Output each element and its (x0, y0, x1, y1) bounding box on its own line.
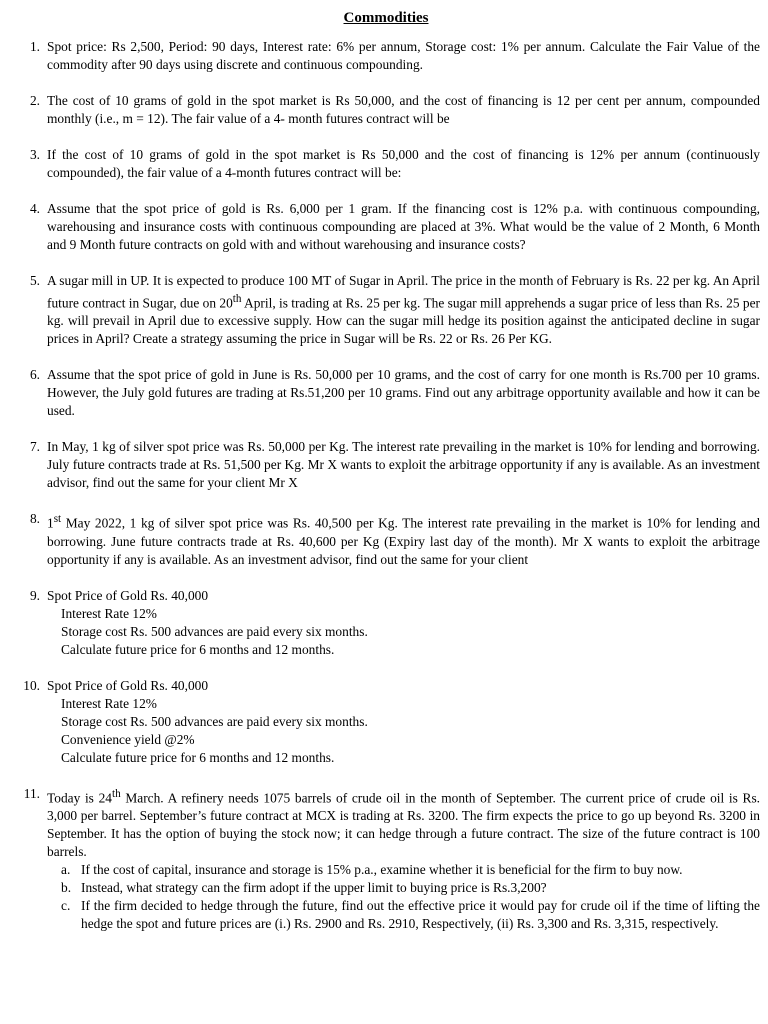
question-text (47, 272, 760, 348)
question-text: Spot price: Rs 2,500, Period: 90 days, Interest rate: 6% per annum, Storage cost: 1% per annum. Calculate the Fair Value of the commodity after 90 days using discrete and continuous compounding. (47, 39, 760, 72)
question-7 (12, 438, 760, 492)
question-text: The cost of 10 grams of gold in the spot market is Rs 50,000, and the cost of financing is 12 per cent per annum, compounded monthly (i.e., m = 12). The fair value of a 4- month futures contract will be (47, 93, 760, 126)
question-4 (12, 200, 760, 254)
question-line: Spot Price of Gold Rs. 40,000 (47, 677, 209, 693)
sub-question-text: If the firm decided to hedge through the future, find out the effective price it would pay for crude oil if the time of lifting the hedge the spot and future prices are (i.) Rs. 2900 and Rs. 2910, Respectively, (ii) Rs. 3,300 and Rs. 3,315, respectively. (81, 898, 760, 932)
question-2 (12, 92, 760, 128)
question-line: Calculate future price for 6 months and 12 months. (61, 641, 335, 657)
question-line: Spot Price of Gold Rs. 40,000 (47, 587, 209, 603)
question-line: Storage cost Rs. 500 advances are paid every six months. (61, 713, 368, 729)
text-part: 1 (47, 515, 54, 531)
question-6 (12, 366, 760, 420)
question-body (47, 677, 760, 767)
text-part: March. A refinery needs 1075 barrels of crude oil in the month of September. The current price of crude oil is Rs. 3,000 per barrel. September’s future contract at MCX is trading at Rs. 3200. The firm expects the price to go up beyond Rs. 3200 in September. It has the option of buying the stock now; it can hedge through a future contract. The size of the future contract is 100 barrels. (47, 790, 760, 860)
question-10 (12, 677, 760, 767)
question-number: 7. (29, 439, 40, 455)
sub-question-marker: a. (61, 862, 71, 878)
question-text: If the cost of 10 grams of gold in the spot market is Rs 50,000 and the cost of financing is 12% per annum (continuously compounded), the fair value of a 4-month futures contract will be: (47, 147, 760, 180)
superscript: st (53, 513, 62, 526)
question-number: 8. (29, 511, 40, 527)
sub-question-marker: c. (61, 898, 71, 914)
question-number: 10. (23, 677, 40, 693)
question-text (47, 785, 760, 861)
question-text: Assume that the spot price of gold in June is Rs. 50,000 per 10 grams, and the cost of carry for one month is Rs.700 per 10 grams. However, the July gold futures are trading at Rs.51,200 per 10 grams. Find out any arbitrage opportunity available and how it can be used. (47, 367, 760, 419)
question-line: Calculate future price for 6 months and 12 months. (61, 749, 335, 765)
question-8 (12, 510, 760, 568)
question-1 (12, 38, 760, 74)
question-line: Storage cost Rs. 500 advances are paid every six months. (61, 623, 368, 639)
question-number: 3. (29, 147, 40, 162)
question-number: 6. (29, 367, 40, 383)
sub-question-a (47, 861, 760, 879)
text-part: Today is 24 (47, 790, 112, 806)
question-number: 9. (29, 587, 40, 603)
question-number: 4. (29, 201, 40, 216)
question-5 (12, 272, 760, 348)
question-11 (12, 785, 760, 933)
question-3 (12, 146, 760, 182)
question-number: 1. (29, 39, 40, 54)
question-body (47, 587, 760, 659)
question-body (47, 785, 760, 933)
question-line: Interest Rate 12% (61, 695, 157, 711)
superscript: th (232, 293, 242, 305)
sub-question-b (47, 879, 760, 897)
question-text: Assume that the spot price of gold is Rs. 6,000 per 1 gram. If the financing cost is 12% p.a. with continuous compounding, warehousing and insurance costs with continuous compounding are placed at 3%. What would be the value of 2 Month, 6 Month and 9 Month future contracts on gold with and without warehousing and insurance costs? (47, 201, 760, 252)
text-part: May 2022, 1 kg of silver spot price was Rs. 40,500 per Kg. The interest rate prevailing in the market is 10% for lending and borrowing. June future contracts trade at Rs. 40,600 per Kg (Expiry last day of the month). Mr X wants to exploit the arbitrage opportunity if any is available. As an investment advisor, find out the same for your client (47, 515, 760, 567)
question-9 (12, 587, 760, 659)
sub-question-c (47, 897, 760, 933)
question-number: 5. (29, 273, 40, 288)
text-part: April, is trading at Rs. 25 per kg. The sugar mill apprehends a sugar price of less than Rs. 25 per kg. will prevail in April due to excessive supply. How can the sugar mill hedge its position against the anticipated decline in sugar prices in April? Create a strategy assuming the price in Sugar will be Rs. 22 or Rs. 26 Per KG. (47, 295, 760, 347)
question-text (47, 510, 760, 568)
sub-question-list (47, 861, 760, 933)
sub-question-marker: b. (61, 880, 72, 896)
sub-question-text: Instead, what strategy can the firm adopt if the upper limit to buying price is Rs.3,200? (81, 880, 547, 896)
question-line: Interest Rate 12% (61, 605, 157, 621)
question-number: 2. (29, 93, 40, 108)
question-line: Convenience yield @2% (61, 731, 195, 747)
page-title: Commodities (343, 10, 429, 26)
superscript: th (111, 787, 121, 800)
question-text: In May, 1 kg of silver spot price was Rs. 50,000 per Kg. The interest rate prevailing in the market is 10% for lending and borrowing. July future contracts trade at Rs. 51,500 per Kg. Mr X wants to exploit the arbitrage opportunity if any is available. As an investment advisor, find out the same for your client Mr X (47, 439, 760, 491)
question-number: 11. (23, 785, 40, 801)
text-part: A sugar mill in UP. It is expected to produce 100 MT of Sugar in April. The price in the month of February is Rs. 22 per kg. An April future contract in Sugar, due on 20 (47, 273, 760, 311)
sub-question-text: If the cost of capital, insurance and storage is 15% p.a., examine whether it is beneficial for the firm to buy now. (81, 862, 683, 878)
